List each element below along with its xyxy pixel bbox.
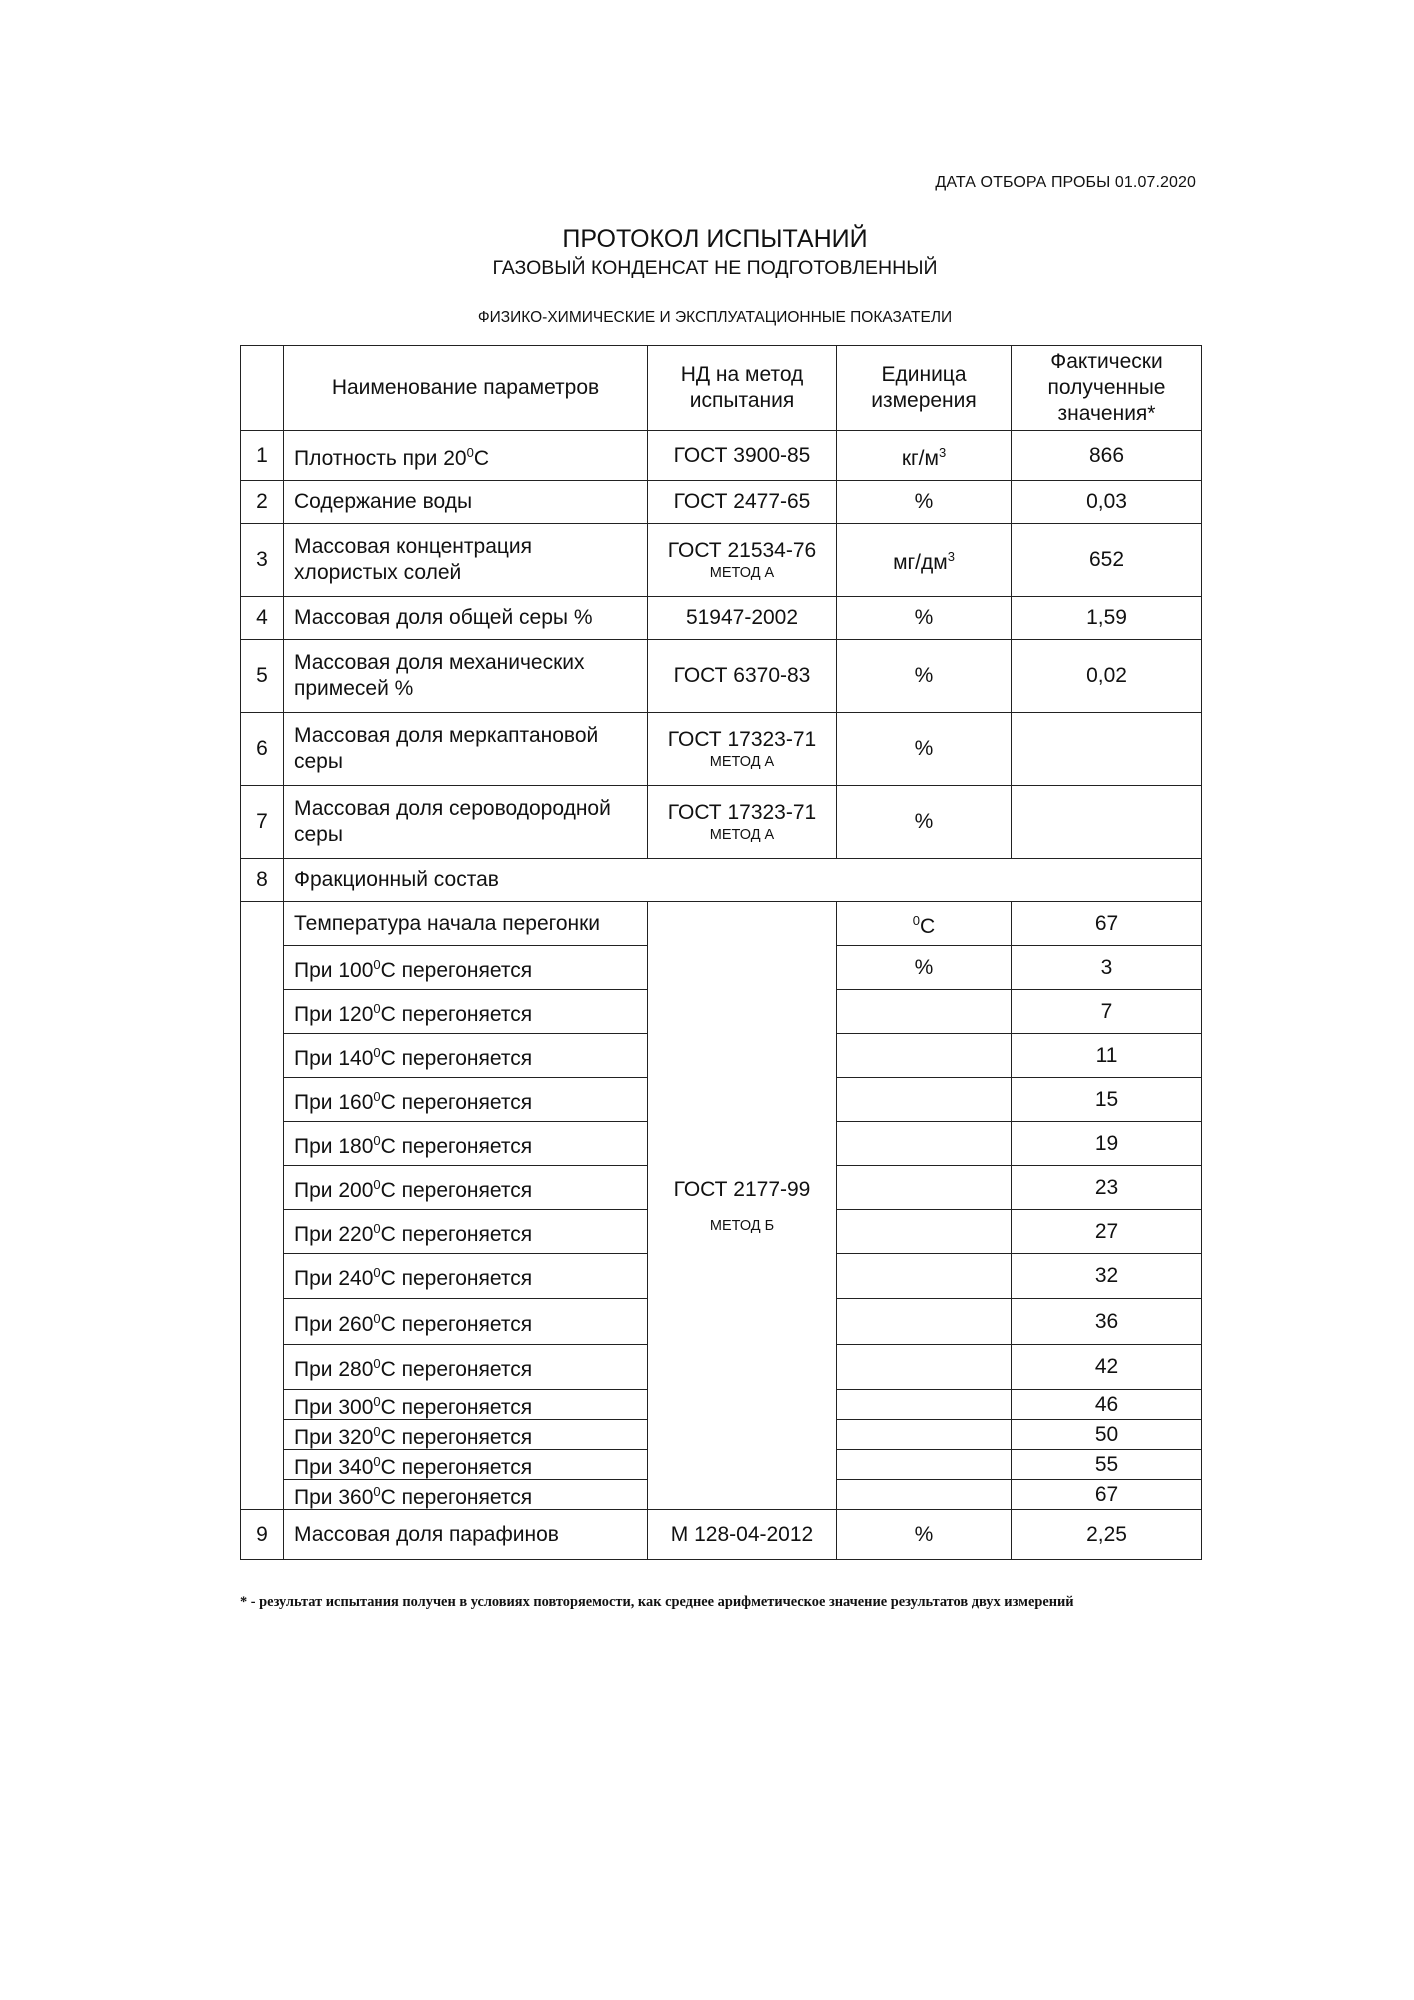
header-unit: Единица измерения	[837, 346, 1012, 431]
fraction-parameter	[284, 1034, 648, 1078]
fraction-parameter	[284, 1420, 648, 1450]
fraction-superscript: 0	[373, 1423, 381, 1439]
row-number: 8	[241, 859, 284, 902]
fraction-unit-text: %	[914, 955, 934, 979]
unit-text: мг/дм	[893, 551, 948, 574]
method-text: ГОСТ 21534-76	[667, 539, 817, 562]
fraction-value: 67	[1012, 1480, 1202, 1510]
method-text: 51947-2002	[685, 606, 799, 629]
parameter-superscript: 0	[466, 444, 474, 460]
fraction-superscript: 0	[373, 1483, 381, 1499]
row-parameter	[284, 431, 648, 481]
fraction-unit	[837, 990, 1012, 1034]
fraction-unit	[837, 1166, 1012, 1210]
row-value: 1,59	[1012, 597, 1202, 640]
fraction-superscript: 0	[373, 1044, 381, 1060]
header-value: Фактически полученные значения*	[1012, 346, 1202, 431]
fraction-value: 23	[1012, 1166, 1202, 1210]
row-parameter	[284, 859, 1202, 902]
fraction-text: Температура начала перегонки	[294, 911, 601, 935]
unit-superscript: 3	[938, 444, 947, 460]
fraction-tail: С перегоняется	[380, 1002, 533, 1026]
fraction-tail: С перегоняется	[380, 1485, 533, 1509]
fraction-parameter	[284, 946, 648, 990]
fraction-unit	[837, 1299, 1012, 1345]
method-note: МЕТОД А	[709, 754, 775, 770]
fraction-unit	[837, 902, 1012, 946]
fraction-text: При 280	[294, 1358, 374, 1381]
fraction-tail: С перегоняется	[380, 1358, 533, 1381]
row-method	[648, 713, 837, 786]
fraction-method-note: МЕТОД Б	[709, 1217, 775, 1234]
row-method	[648, 640, 837, 713]
row-number: 2	[241, 481, 284, 524]
row-value: 866	[1012, 431, 1202, 481]
fraction-parameter	[284, 1345, 648, 1390]
fraction-superscript: 0	[373, 1393, 381, 1409]
fraction-superscript: 0	[373, 956, 381, 972]
unit-text: %	[914, 664, 934, 687]
fraction-text: При 220	[294, 1222, 374, 1246]
document-title: ПРОТОКОЛ ИСПЫТАНИЙ	[562, 225, 868, 253]
fraction-unit	[837, 1390, 1012, 1420]
fraction-value: 67	[1012, 902, 1202, 946]
fraction-text: При 160	[294, 1090, 374, 1114]
fraction-tail: С перегоняется	[380, 958, 533, 982]
parameter-text: Плотность при 20	[294, 446, 467, 470]
row-number: 6	[241, 713, 284, 786]
parameter-text: Массовая доля механических примесей %	[294, 651, 585, 700]
fraction-text: При 320	[294, 1425, 374, 1449]
fraction-unit	[837, 1078, 1012, 1122]
parameter-text: Массовая доля общей серы %	[294, 606, 593, 629]
fraction-parameter	[284, 1166, 648, 1210]
row-unit	[837, 597, 1012, 640]
table-header-row	[241, 346, 1202, 431]
parameter-tail: С	[473, 446, 489, 470]
fraction-superscript: 0	[373, 1265, 381, 1280]
fraction-text: При 360	[294, 1485, 374, 1509]
fraction-unit	[837, 1480, 1012, 1510]
fraction-value: 7	[1012, 990, 1202, 1034]
row-unit	[837, 524, 1012, 597]
fraction-tail: С перегоняется	[380, 1090, 533, 1114]
fraction-text: При 240	[294, 1267, 374, 1290]
row-method	[648, 524, 837, 597]
results-table	[240, 345, 1202, 1560]
fraction-text: При 300	[294, 1395, 374, 1419]
row-unit	[837, 640, 1012, 713]
unit-text: %	[914, 490, 934, 513]
section-heading: ФИЗИКО-ХИМИЧЕСКИЕ И ЭКСПЛУАТАЦИОННЫЕ ПОКАЗАТЕЛИ	[477, 309, 953, 326]
unit-text: %	[914, 810, 934, 833]
fraction-unit	[837, 1420, 1012, 1450]
row-parameter	[284, 713, 648, 786]
fraction-parameter	[284, 1299, 648, 1345]
fraction-parameter	[284, 1078, 648, 1122]
fraction-superscript: 0	[373, 1176, 381, 1192]
fraction-value: 46	[1012, 1390, 1202, 1420]
fraction-superscript: 0	[373, 1356, 381, 1371]
fraction-tail: С перегоняется	[380, 1222, 533, 1246]
row-value: 0,03	[1012, 481, 1202, 524]
fraction-unit	[837, 1254, 1012, 1299]
row-value: 2,25	[1012, 1510, 1202, 1560]
table-row	[241, 1510, 1202, 1560]
method-note: МЕТОД А	[709, 565, 775, 581]
row-method	[648, 481, 837, 524]
row-number: 5	[241, 640, 284, 713]
fraction-value: 19	[1012, 1122, 1202, 1166]
row-number: 7	[241, 786, 284, 859]
table-row	[241, 713, 1202, 786]
fraction-tail: С перегоняется	[380, 1178, 533, 1202]
table-row	[241, 524, 1202, 597]
fraction-unit	[837, 1450, 1012, 1480]
fraction-parameter	[284, 1390, 648, 1420]
unit-text: кг/м	[901, 446, 939, 470]
fraction-unit-superscript: 0	[912, 912, 921, 928]
row-number: 9	[241, 1510, 284, 1560]
fraction-value: 15	[1012, 1078, 1202, 1122]
row-unit	[837, 786, 1012, 859]
row-unit	[837, 481, 1012, 524]
header-method: НД на метод испытания	[648, 346, 837, 431]
fraction-tail: С перегоняется	[380, 1395, 533, 1419]
fraction-parameter	[284, 1210, 648, 1254]
row-unit	[837, 431, 1012, 481]
row-value	[1012, 786, 1202, 859]
fraction-superscript: 0	[373, 1220, 381, 1236]
table-row	[241, 597, 1202, 640]
row-parameter	[284, 640, 648, 713]
row-unit	[837, 713, 1012, 786]
row-parameter	[284, 481, 648, 524]
fraction-text: При 200	[294, 1178, 374, 1202]
row-parameter	[284, 524, 648, 597]
row-unit: %	[837, 1510, 1012, 1560]
row-method	[648, 597, 837, 640]
fraction-superscript: 0	[373, 1132, 381, 1148]
fraction-superscript: 0	[373, 1088, 381, 1104]
row-number: 4	[241, 597, 284, 640]
fraction-parameter	[284, 1450, 648, 1480]
table-row	[241, 859, 1202, 902]
fraction-unit-text: С	[920, 914, 936, 938]
fraction-text: При 140	[294, 1046, 374, 1070]
method-spacer	[652, 1203, 832, 1217]
fraction-method	[648, 902, 837, 1510]
method-note: МЕТОД А	[709, 827, 775, 843]
sampling-date: ДАТА ОТБОРА ПРОБЫ 01.07.2020	[935, 174, 1196, 191]
row-parameter	[284, 597, 648, 640]
fraction-parameter	[284, 902, 648, 946]
fraction-text: При 260	[294, 1312, 374, 1336]
method-text: ГОСТ 2477-65	[673, 490, 811, 513]
fraction-superscript: 0	[373, 1453, 381, 1469]
header-param: Наименование параметров	[284, 346, 648, 431]
table-row	[241, 481, 1202, 524]
fraction-value: 55	[1012, 1450, 1202, 1480]
row-method	[648, 786, 837, 859]
method-text: ГОСТ 6370-83	[673, 664, 811, 687]
header-number-cell	[241, 346, 284, 431]
parameter-text: Массовая концентрация хлористых солей	[294, 535, 533, 584]
fraction-value: 32	[1012, 1254, 1202, 1299]
table-row	[241, 640, 1202, 713]
fraction-method-text: ГОСТ 2177-99	[673, 1177, 811, 1201]
row-number: 3	[241, 524, 284, 597]
parameter-text: Массовая доля меркаптановой серы	[294, 724, 599, 773]
fraction-value: 3	[1012, 946, 1202, 990]
row-method	[648, 431, 837, 481]
fraction-tail: С перегоняется	[380, 1046, 533, 1070]
method-text: ГОСТ 17323-71	[667, 801, 817, 824]
fraction-text: При 340	[294, 1455, 374, 1479]
unit-text: %	[914, 606, 934, 629]
fraction-unit	[837, 1122, 1012, 1166]
fraction-value: 36	[1012, 1299, 1202, 1345]
row-method: М 128-04-2012	[648, 1510, 837, 1560]
parameter-text: Фракционный состав	[294, 868, 499, 891]
method-text: ГОСТ 17323-71	[667, 728, 817, 751]
table-row	[241, 431, 1202, 481]
document-subtitle: ГАЗОВЫЙ КОНДЕНСАТ НЕ ПОДГОТОВЛЕННЫЙ	[492, 257, 938, 279]
fraction-unit	[837, 1345, 1012, 1390]
fraction-row	[241, 902, 1202, 946]
fraction-tail: С перегоняется	[380, 1425, 533, 1449]
fraction-text: При 100	[294, 958, 374, 982]
fraction-superscript: 0	[373, 1000, 381, 1016]
unit-superscript: 3	[947, 549, 955, 564]
method-text: ГОСТ 3900-85	[673, 443, 811, 467]
fraction-parameter	[284, 1254, 648, 1299]
fraction-text: При 180	[294, 1134, 374, 1158]
row-value	[1012, 713, 1202, 786]
fraction-unit	[837, 1034, 1012, 1078]
fraction-number-cell	[241, 902, 284, 1510]
fraction-text: При 120	[294, 1002, 374, 1026]
fraction-unit	[837, 1210, 1012, 1254]
fraction-parameter	[284, 1122, 648, 1166]
footnote: * - результат испытания получен в условиях повторяемости, как среднее арифметическое значение результатов двух измерений	[240, 1594, 1074, 1610]
parameter-text: Содержание воды	[294, 490, 473, 513]
fraction-value: 50	[1012, 1420, 1202, 1450]
row-value: 0,02	[1012, 640, 1202, 713]
fraction-superscript: 0	[373, 1310, 381, 1326]
row-parameter: Массовая доля парафинов	[284, 1510, 648, 1560]
fraction-value: 42	[1012, 1345, 1202, 1390]
row-number: 1	[241, 431, 284, 481]
unit-text: %	[914, 737, 934, 760]
row-value: 652	[1012, 524, 1202, 597]
fraction-tail: С перегоняется	[380, 1312, 533, 1336]
row-parameter	[284, 786, 648, 859]
table-row	[241, 786, 1202, 859]
fraction-value: 11	[1012, 1034, 1202, 1078]
fraction-tail: С перегоняется	[380, 1267, 533, 1290]
fraction-tail: С перегоняется	[380, 1455, 533, 1479]
fraction-parameter	[284, 990, 648, 1034]
fraction-parameter	[284, 1480, 648, 1510]
fraction-unit	[837, 946, 1012, 990]
fraction-value: 27	[1012, 1210, 1202, 1254]
parameter-text: Массовая доля сероводородной серы	[294, 797, 611, 846]
results-table-body	[241, 346, 1202, 1560]
fraction-tail: С перегоняется	[380, 1134, 533, 1158]
